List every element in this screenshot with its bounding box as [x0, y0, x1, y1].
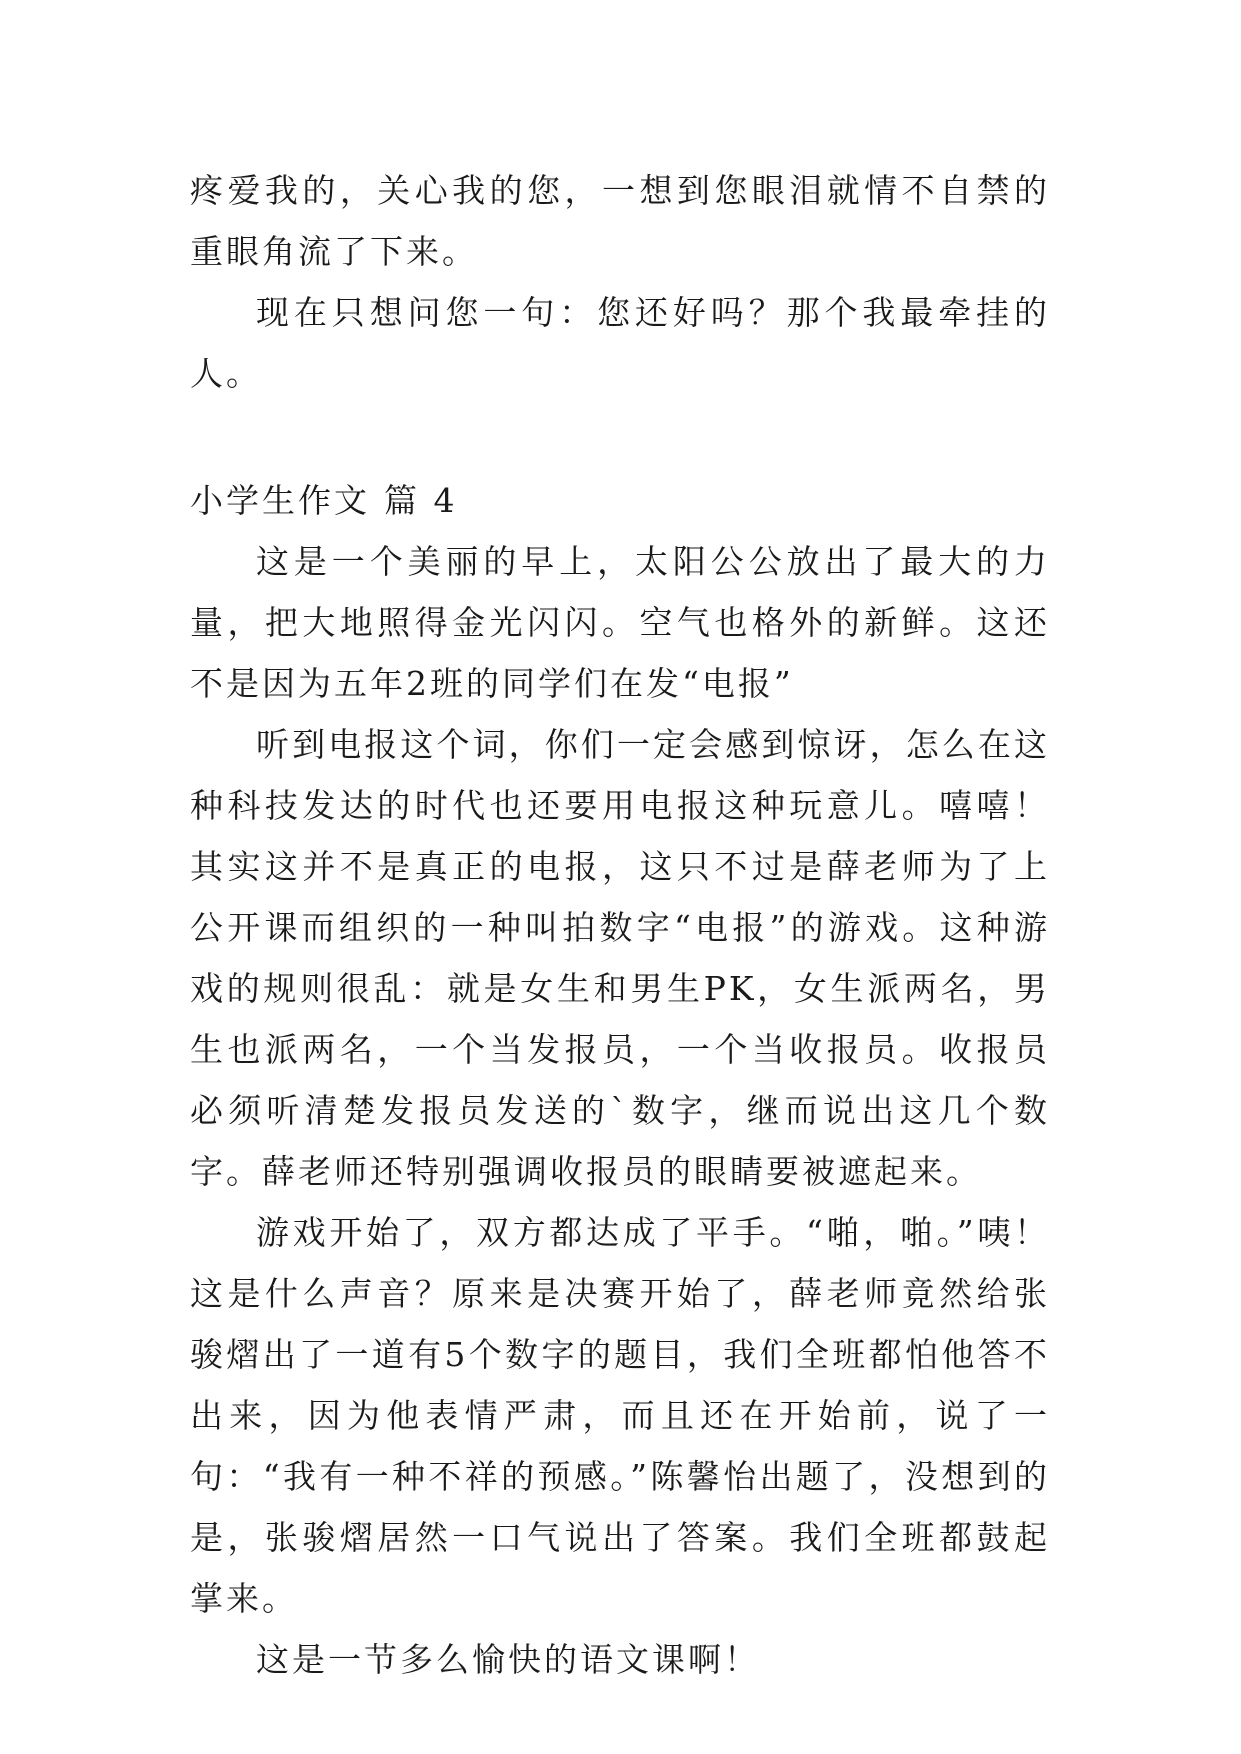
section-heading — [190, 470, 1050, 531]
paragraph: 听到电报这个词，你们一定会感到惊讶，怎么在这种科技发达的时代也还要用电报这种玩意儿。嘻嘻！其实这并不是真正的电报，这只不过是薛老师为了上公开课而组织的一种叫拍数字“电报”的游戏。这种游戏的规则很乱：就是女生和男生PK，女生派两名，男生也派两名，一个当发报员，一个当收报员。收报员必须听清楚发报员发送的`数字，继而说出这几个数字。薛老师还特别强调收报员的眼睛要被遮起来。 — [190, 725, 1050, 1191]
paragraph: 这是一个美丽的早上，太阳公公放出了最大的力量，把大地照得金光闪闪。空气也格外的新鲜。这还不是因为五年2班的同学们在发“电报” — [190, 542, 1050, 703]
paragraph-question: 现在只想问您一句：您还好吗？那个我最牵挂的人。 — [190, 293, 1050, 393]
paragraph-continued: 疼爱我的，关心我的您，一想到您眼泪就情不自禁的重眼角流了下来。 — [190, 171, 1050, 271]
section-number: 篇 4 — [384, 481, 458, 520]
paragraph: 游戏开始了，双方都达成了平手。“啪，啪。”咦！这是什么声音？原来是决赛开始了，薛老师竟然给张骏熠出了一道有5个数字的题目，我们全班都怕他答不出来，因为他表情严肃，而且还在开始前，说了一句：“我有一种不祥的预感。”陈馨怡出题了，没想到的是，张骏熠居然一口气说出了答案。我们全班都鼓起掌来。 — [190, 1213, 1050, 1618]
section-title: 小学生作文 — [190, 481, 370, 520]
section-spacer — [190, 404, 1050, 470]
document-body — [190, 160, 1050, 1690]
paragraph: 这是一节多么愉快的语文课啊！ — [256, 1640, 760, 1679]
